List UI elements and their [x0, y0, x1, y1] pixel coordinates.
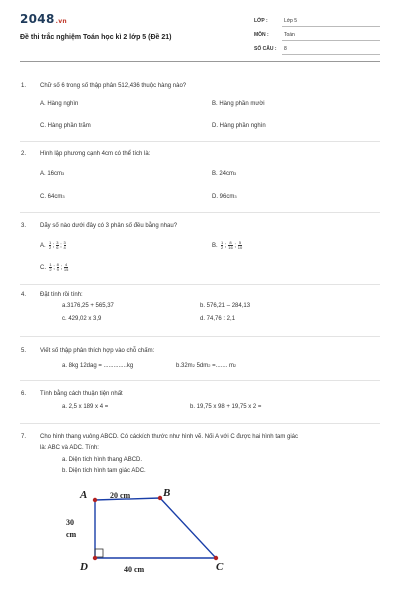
q3-number: 3.	[21, 223, 27, 229]
q2-option-c[interactable]: C. $64cm^3$	[40, 194, 65, 200]
q7-text: Cho hình thang vuông ABCD. Có cáckích thước như hình vẽ. Nối A với C được hai hình tam giác	[40, 434, 298, 440]
divider	[20, 212, 380, 213]
q7-item-b: b. Diện tích hình tam giác ADC.	[62, 468, 146, 474]
q2-option-a[interactable]: A. $16cm^3$	[40, 171, 65, 177]
q6-item-b: b. 19,75 x 98 + 19,75 x 2 =	[190, 404, 262, 410]
vertex-c-label: C	[216, 561, 224, 573]
q5-item-a: a. 8kg 12dag = ..............kg	[62, 363, 134, 369]
divider	[20, 423, 380, 424]
bottom-length-label: 40 cm	[124, 565, 145, 574]
q7-text-cont: là: ABC và ADC. Tính:	[40, 445, 99, 451]
q6-item-a: a. 2,5 x 189 x 4 =	[62, 404, 109, 410]
q3-option-b[interactable]: B. $\frac{1}{2}$ ; $\frac{8}{16}$ ; $\frac{5}{10}$	[212, 240, 243, 250]
q2-option-d[interactable]: D. $96cm^3$	[212, 194, 237, 200]
left-length-label: 30	[66, 518, 74, 527]
divider	[20, 141, 380, 142]
q4-item-c: c. 429,02 x 3,9	[62, 316, 102, 322]
vertex-d-label: D	[80, 561, 88, 573]
q2-number: 2.	[21, 151, 27, 157]
left-length-unit: cm	[66, 530, 77, 539]
q1-number: 1.	[21, 83, 27, 89]
vertex-a-label: A	[80, 489, 88, 501]
trapezoid-outline	[95, 498, 216, 558]
q5-number: 5.	[21, 348, 27, 354]
q6-number: 6.	[21, 391, 27, 397]
q3-option-c[interactable]: C. $\frac{1}{2}$ ; $\frac{8}{9}$ ; $\frac{4}{15}$	[40, 262, 69, 272]
q1-text: Chữ số 6 trong số thập phân 512,436 thuộc hàng nào?	[40, 83, 187, 89]
vertex-c-dot	[214, 556, 218, 560]
q1-option-a[interactable]: A. Hàng nghìn	[40, 101, 79, 107]
q4-number: 4.	[21, 292, 27, 298]
top-length-label: 20 cm	[110, 491, 131, 500]
q7-item-a: a. Diện tích hình thang ABCD.	[62, 457, 143, 463]
q5-item-b: $b.32m^2$ $5dm^2$ =....... $m^2$	[176, 363, 237, 369]
q1-option-b[interactable]: B. Hàng phần mười	[212, 101, 265, 107]
logo: 2048.vn	[20, 12, 67, 26]
divider	[20, 284, 380, 285]
meta-subject: MÔN : Toán	[254, 32, 380, 44]
q1-option-c[interactable]: C. Hàng phần trăm	[40, 123, 91, 129]
q1-option-d[interactable]: D. Hàng phần nghìn	[212, 123, 266, 129]
vertex-b-dot	[158, 496, 162, 500]
divider	[20, 380, 380, 381]
header-divider	[20, 61, 380, 62]
q2-text: Hình lập phương cạnh 4cm có thể tích là:	[40, 151, 151, 157]
vertex-d-dot	[93, 556, 97, 560]
q7-number: 7.	[21, 434, 27, 440]
page-title: Đề thi trắc nghiệm Toán học kì 2 lớp 5 (Đề 21)	[20, 34, 172, 41]
q2-option-b[interactable]: B. $24cm^3$	[212, 171, 237, 177]
meta-class: LỚP : Lớp 5	[254, 18, 380, 30]
q6-text: Tính bằng cách thuận tiện nhất	[40, 391, 123, 397]
meta-question-count: SỐ CÂU : 8	[254, 46, 380, 58]
q3-option-a[interactable]: A. $\frac{1}{2}$ ; $\frac{3}{6}$ ; $\frac{3}{4}$	[40, 240, 66, 250]
q3-text: Dãy số nào dưới đây có 3 phân số đều bằng nhau?	[40, 223, 178, 229]
q4-text: Đặt tính rồi tính:	[40, 292, 83, 298]
vertex-b-label: B	[163, 487, 171, 499]
right-angle-mark	[95, 549, 103, 557]
divider	[20, 336, 380, 337]
q5-text: Viết số thập phân thích hợp vào chỗ chấm:	[40, 348, 155, 354]
vertex-a-dot	[93, 498, 97, 502]
q4-item-d: d. 74,76 : 2,1	[200, 316, 236, 322]
q4-item-b: b. 576,21 – 284,13	[200, 303, 251, 309]
q4-item-a: a.3176,25 + 565,37	[62, 303, 114, 309]
